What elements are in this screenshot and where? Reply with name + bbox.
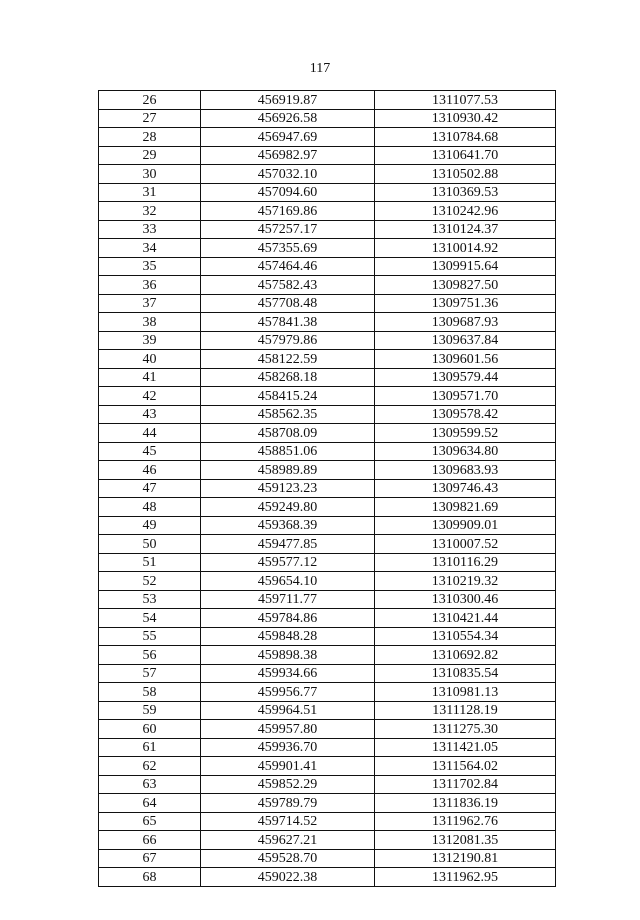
y-coordinate-cell: 1309683.93 [375,461,556,480]
coordinate-table-body [99,91,556,887]
point-number-cell: 50 [99,535,201,554]
point-number-cell: 65 [99,812,201,831]
y-coordinate-cell: 1311962.76 [375,812,556,831]
point-number-cell: 43 [99,405,201,424]
table-row [99,424,556,443]
y-coordinate-cell: 1310421.44 [375,609,556,628]
y-coordinate-cell: 1310784.68 [375,128,556,147]
y-coordinate-cell: 1309909.01 [375,516,556,535]
x-coordinate-cell: 459627.21 [201,831,375,850]
y-coordinate-cell: 1309746.43 [375,479,556,498]
y-coordinate-cell: 1309687.93 [375,313,556,332]
x-coordinate-cell: 457169.86 [201,202,375,221]
page-number: 117 [309,61,331,76]
x-coordinate-cell: 457257.17 [201,220,375,239]
x-coordinate-cell: 459964.51 [201,701,375,720]
y-coordinate-cell: 1310502.88 [375,165,556,184]
x-coordinate-cell: 459022.38 [201,868,375,887]
table-row [99,775,556,794]
x-coordinate-cell: 456947.69 [201,128,375,147]
y-coordinate-cell: 1309637.84 [375,331,556,350]
x-coordinate-cell: 458268.18 [201,368,375,387]
table-row [99,294,556,313]
point-number-cell: 51 [99,553,201,572]
y-coordinate-cell: 1311275.30 [375,720,556,739]
point-number-cell: 66 [99,831,201,850]
y-coordinate-cell: 1311128.19 [375,701,556,720]
y-coordinate-cell: 1309751.36 [375,294,556,313]
point-number-cell: 52 [99,572,201,591]
point-number-cell: 32 [99,202,201,221]
y-coordinate-cell: 1310124.37 [375,220,556,239]
y-coordinate-cell: 1309571.70 [375,387,556,406]
table-row [99,553,556,572]
table-row [99,757,556,776]
y-coordinate-cell: 1309579.44 [375,368,556,387]
point-number-cell: 46 [99,461,201,480]
x-coordinate-cell: 457708.48 [201,294,375,313]
table-row [99,831,556,850]
table-row [99,405,556,424]
y-coordinate-cell: 1310930.42 [375,109,556,128]
point-number-cell: 28 [99,128,201,147]
table-row [99,479,556,498]
table-row [99,387,556,406]
table-row [99,646,556,665]
point-number-cell: 61 [99,738,201,757]
x-coordinate-cell: 457094.60 [201,183,375,202]
table-row [99,350,556,369]
y-coordinate-cell: 1310014.92 [375,239,556,258]
point-number-cell: 33 [99,220,201,239]
y-coordinate-cell: 1310554.34 [375,627,556,646]
y-coordinate-cell: 1309601.56 [375,350,556,369]
table-row [99,868,556,887]
x-coordinate-cell: 459714.52 [201,812,375,831]
x-coordinate-cell: 459368.39 [201,516,375,535]
table-row [99,442,556,461]
point-number-cell: 47 [99,479,201,498]
table-row [99,609,556,628]
y-coordinate-cell: 1310242.96 [375,202,556,221]
x-coordinate-cell: 457841.38 [201,313,375,332]
point-number-cell: 36 [99,276,201,295]
x-coordinate-cell: 459711.77 [201,590,375,609]
table-row [99,331,556,350]
table-row [99,572,556,591]
x-coordinate-cell: 458851.06 [201,442,375,461]
point-number-cell: 30 [99,165,201,184]
table-row [99,535,556,554]
y-coordinate-cell: 1311077.53 [375,91,556,110]
x-coordinate-cell: 459528.70 [201,849,375,868]
point-number-cell: 31 [99,183,201,202]
x-coordinate-cell: 457464.46 [201,257,375,276]
y-coordinate-cell: 1309821.69 [375,498,556,517]
table-row [99,461,556,480]
table-row [99,664,556,683]
point-number-cell: 63 [99,775,201,794]
point-number-cell: 27 [99,109,201,128]
table-row [99,128,556,147]
table-row [99,202,556,221]
point-number-cell: 68 [99,868,201,887]
y-coordinate-cell: 1309599.52 [375,424,556,443]
table-row [99,794,556,813]
y-coordinate-cell: 1310007.52 [375,535,556,554]
x-coordinate-cell: 459789.79 [201,794,375,813]
y-coordinate-cell: 1310219.32 [375,572,556,591]
x-coordinate-cell: 457032.10 [201,165,375,184]
x-coordinate-cell: 459956.77 [201,683,375,702]
table-row [99,91,556,110]
x-coordinate-cell: 457582.43 [201,276,375,295]
table-row [99,146,556,165]
x-coordinate-cell: 459901.41 [201,757,375,776]
point-number-cell: 59 [99,701,201,720]
point-number-cell: 29 [99,146,201,165]
table-row [99,683,556,702]
table-row [99,812,556,831]
coordinate-table [98,90,556,887]
x-coordinate-cell: 457979.86 [201,331,375,350]
y-coordinate-cell: 1311421.05 [375,738,556,757]
x-coordinate-cell: 459898.38 [201,646,375,665]
x-coordinate-cell: 456982.97 [201,146,375,165]
x-coordinate-cell: 458989.89 [201,461,375,480]
y-coordinate-cell: 1309578.42 [375,405,556,424]
x-coordinate-cell: 457355.69 [201,239,375,258]
table-row [99,368,556,387]
table-row [99,701,556,720]
y-coordinate-cell: 1310981.13 [375,683,556,702]
x-coordinate-cell: 459852.29 [201,775,375,794]
x-coordinate-cell: 459577.12 [201,553,375,572]
point-number-cell: 40 [99,350,201,369]
x-coordinate-cell: 456926.58 [201,109,375,128]
x-coordinate-cell: 458708.09 [201,424,375,443]
y-coordinate-cell: 1310116.29 [375,553,556,572]
point-number-cell: 26 [99,91,201,110]
table-row [99,498,556,517]
point-number-cell: 37 [99,294,201,313]
table-row [99,738,556,757]
y-coordinate-cell: 1310692.82 [375,646,556,665]
y-coordinate-cell: 1311962.95 [375,868,556,887]
y-coordinate-cell: 1312190.81 [375,849,556,868]
point-number-cell: 62 [99,757,201,776]
y-coordinate-cell: 1310300.46 [375,590,556,609]
point-number-cell: 49 [99,516,201,535]
table-row [99,590,556,609]
point-number-cell: 67 [99,849,201,868]
y-coordinate-cell: 1311836.19 [375,794,556,813]
point-number-cell: 39 [99,331,201,350]
x-coordinate-cell: 459936.70 [201,738,375,757]
table-row [99,849,556,868]
table-row [99,183,556,202]
x-coordinate-cell: 456919.87 [201,91,375,110]
y-coordinate-cell: 1310641.70 [375,146,556,165]
y-coordinate-cell: 1312081.35 [375,831,556,850]
point-number-cell: 34 [99,239,201,258]
x-coordinate-cell: 459934.66 [201,664,375,683]
point-number-cell: 44 [99,424,201,443]
point-number-cell: 41 [99,368,201,387]
x-coordinate-cell: 459477.85 [201,535,375,554]
table-row [99,109,556,128]
point-number-cell: 38 [99,313,201,332]
y-coordinate-cell: 1309915.64 [375,257,556,276]
point-number-cell: 64 [99,794,201,813]
table-row [99,239,556,258]
point-number-cell: 56 [99,646,201,665]
point-number-cell: 42 [99,387,201,406]
table-row [99,720,556,739]
x-coordinate-cell: 459654.10 [201,572,375,591]
table-row [99,313,556,332]
point-number-cell: 35 [99,257,201,276]
point-number-cell: 60 [99,720,201,739]
point-number-cell: 57 [99,664,201,683]
table-row [99,627,556,646]
table-row [99,220,556,239]
table-row [99,165,556,184]
x-coordinate-cell: 459784.86 [201,609,375,628]
x-coordinate-cell: 458562.35 [201,405,375,424]
x-coordinate-cell: 459957.80 [201,720,375,739]
x-coordinate-cell: 459123.23 [201,479,375,498]
point-number-cell: 55 [99,627,201,646]
table-row [99,276,556,295]
y-coordinate-cell: 1310835.54 [375,664,556,683]
point-number-cell: 48 [99,498,201,517]
point-number-cell: 54 [99,609,201,628]
table-row [99,516,556,535]
y-coordinate-cell: 1311564.02 [375,757,556,776]
x-coordinate-cell: 458122.59 [201,350,375,369]
point-number-cell: 45 [99,442,201,461]
y-coordinate-cell: 1310369.53 [375,183,556,202]
x-coordinate-cell: 459249.80 [201,498,375,517]
x-coordinate-cell: 459848.28 [201,627,375,646]
point-number-cell: 53 [99,590,201,609]
y-coordinate-cell: 1309634.80 [375,442,556,461]
y-coordinate-cell: 1311702.84 [375,775,556,794]
table-row [99,257,556,276]
x-coordinate-cell: 458415.24 [201,387,375,406]
point-number-cell: 58 [99,683,201,702]
y-coordinate-cell: 1309827.50 [375,276,556,295]
